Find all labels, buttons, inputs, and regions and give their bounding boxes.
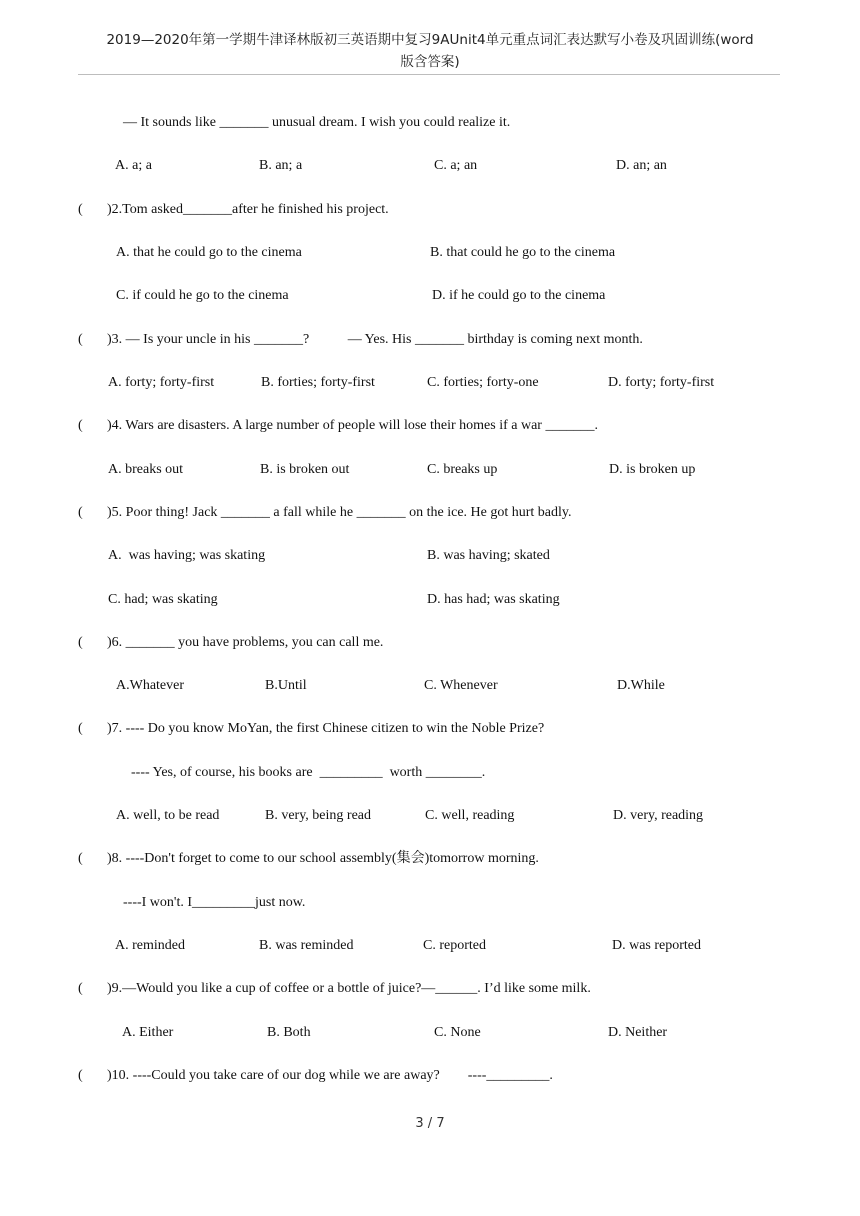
- question-4-paren: (: [78, 418, 83, 433]
- question-4-option-d: D. is broken up: [609, 462, 696, 477]
- question-8-stem-reply: ----I won't. I_________just now.: [123, 895, 306, 910]
- question-7-stem-reply: ---- Yes, of course, his books are _________ worth ________.: [131, 765, 486, 780]
- question-2-stem: )2.Tom asked_______after he finished his project.: [107, 202, 389, 217]
- question-3-option-d: D. forty; forty-first: [608, 375, 715, 390]
- question-9-stem: )9.—Would you like a cup of coffee or a bottle of juice?—______. I’d like some milk.: [107, 981, 591, 996]
- question-5-option-d: D. has had; was skating: [427, 592, 560, 607]
- question-7-paren: (: [78, 721, 83, 736]
- question-8-option-c: C. reported: [423, 938, 486, 953]
- question-3-stem: )3. — Is your uncle in his _______? — Yes. His _______ birthday is coming next month.: [107, 332, 643, 347]
- question-1-option-b: B. an; a: [259, 158, 303, 173]
- question-8-option-a: A. reminded: [115, 938, 185, 953]
- question-2-option-a: A. that he could go to the cinema: [116, 245, 302, 260]
- question-2-option-c: C. if could he go to the cinema: [116, 288, 289, 303]
- question-5-option-c: C. had; was skating: [108, 592, 218, 607]
- question-6-paren: (: [78, 635, 83, 650]
- question-1-stem: — It sounds like _______ unusual dream. I wish you could realize it.: [123, 115, 511, 130]
- question-8-option-d: D. was reported: [612, 938, 702, 953]
- question-6-option-a: A.Whatever: [116, 678, 185, 693]
- question-4-option-a: A. breaks out: [108, 462, 184, 477]
- question-4-option-b: B. is broken out: [260, 462, 350, 477]
- question-8-option-b: B. was reminded: [259, 938, 354, 953]
- question-9-paren: (: [78, 981, 83, 996]
- question-9-option-c: C. None: [434, 1025, 481, 1040]
- question-9-option-a: A. Either: [122, 1025, 174, 1040]
- question-7-option-a: A. well, to be read: [116, 808, 220, 823]
- question-7-option-d: D. very, reading: [613, 808, 704, 823]
- question-6-option-b: B.Until: [265, 678, 307, 693]
- header-title-line1: 2019—2020年第一学期牛津译林版初三英语期中复习9AUnit4单元重点词汇表达默写小卷及巩固训练(word: [106, 32, 754, 48]
- question-6-option-d: D.While: [617, 678, 665, 693]
- question-6-stem: )6. _______ you have problems, you can call me.: [107, 635, 384, 650]
- header-title-line2: 版含答案): [400, 54, 460, 70]
- header-divider: [78, 74, 780, 75]
- question-7-stem: )7. ---- Do you know MoYan, the first Chinese citizen to win the Noble Prize?: [107, 721, 545, 736]
- question-10-paren: (: [78, 1068, 83, 1083]
- question-8-stem: )8. ----Don't forget to come to our school assembly(集会)tomorrow morning.: [107, 851, 539, 866]
- document-header: [70, 29, 790, 73]
- question-1-option-a: A. a; a: [115, 158, 152, 173]
- question-4-option-c: C. breaks up: [427, 462, 498, 477]
- question-5-stem: )5. Poor thing! Jack _______ a fall while he _______ on the ice. He got hurt badly.: [107, 505, 572, 520]
- question-2-option-b: B. that could he go to the cinema: [430, 245, 616, 260]
- question-10-stem: )10. ----Could you take care of our dog while we are away? ----_________.: [107, 1068, 553, 1083]
- question-7-option-b: B. very, being read: [265, 808, 371, 823]
- question-3-option-b: B. forties; forty-first: [261, 375, 375, 390]
- question-1-option-d: D. an; an: [616, 158, 667, 173]
- question-9-option-d: D. Neither: [608, 1025, 668, 1040]
- question-8-paren: (: [78, 851, 83, 866]
- question-5-option-a: A. was having; was skating: [108, 548, 266, 563]
- question-7-option-c: C. well, reading: [425, 808, 515, 823]
- question-2-paren: (: [78, 202, 83, 217]
- question-2-option-d: D. if he could go to the cinema: [432, 288, 606, 303]
- question-4-stem: )4. Wars are disasters. A large number of people will lose their homes if a war _______.: [107, 418, 598, 433]
- question-1-option-c: C. a; an: [434, 158, 478, 173]
- question-5-paren: (: [78, 505, 83, 520]
- question-6-option-c: C. Whenever: [424, 678, 498, 693]
- page-number: 3 / 7: [415, 1116, 445, 1131]
- question-9-option-b: B. Both: [267, 1025, 311, 1040]
- question-5-option-b: B. was having; skated: [427, 548, 550, 563]
- question-3-option-a: A. forty; forty-first: [108, 375, 215, 390]
- question-3-paren: (: [78, 332, 83, 347]
- question-3-option-c: C. forties; forty-one: [427, 375, 539, 390]
